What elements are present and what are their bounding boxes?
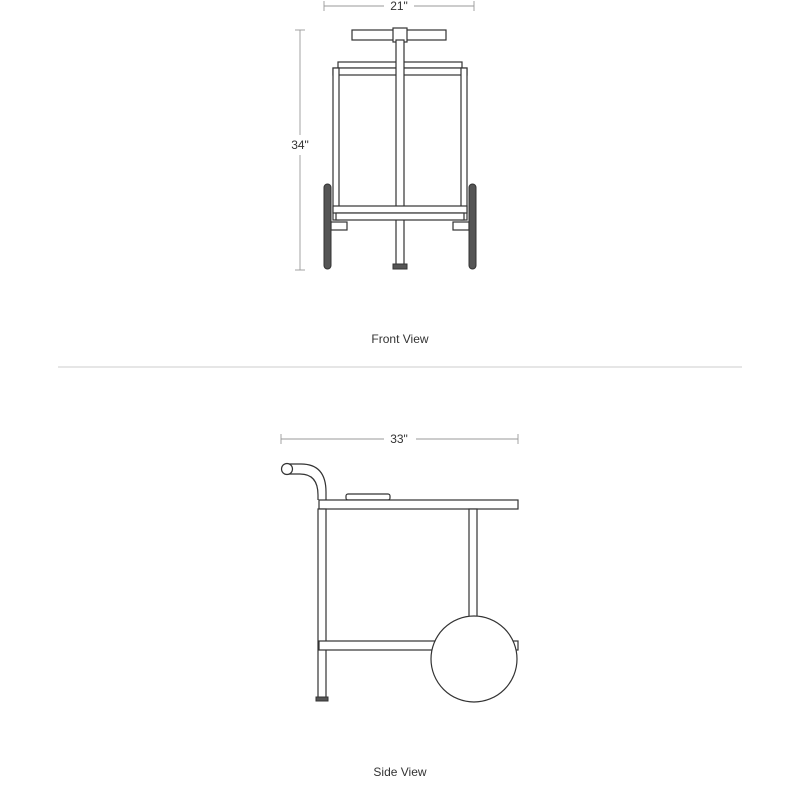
front-height-dimension — [291, 30, 309, 270]
front-view-caption: Front View — [371, 332, 429, 346]
side-rear-foot — [316, 697, 328, 701]
front-right-axle — [453, 222, 469, 230]
front-right-post — [461, 68, 467, 220]
front-left-post — [333, 68, 339, 220]
side-top-tray-insert — [346, 494, 390, 500]
side-wheel — [431, 616, 517, 702]
front-height-label: 34" — [291, 138, 309, 152]
front-left-axle — [331, 222, 347, 230]
side-depth-label: 33" — [390, 432, 408, 446]
front-center-foot — [393, 264, 407, 269]
side-handle-curve-inner — [287, 474, 318, 500]
side-rear-post — [318, 509, 326, 698]
front-right-wheel — [469, 184, 476, 269]
front-width-dimension — [324, 0, 474, 13]
side-front-post — [469, 509, 477, 619]
side-view — [281, 432, 518, 779]
front-bottom-shelf — [333, 206, 467, 213]
side-depth-dimension — [281, 432, 518, 446]
front-view — [291, 0, 476, 346]
front-center-column — [396, 40, 404, 266]
front-bottom-shelf-rim — [336, 213, 464, 220]
front-width-label: 21" — [390, 0, 408, 13]
front-left-wheel — [324, 184, 331, 269]
side-handle-knob — [282, 464, 293, 475]
side-top-shelf — [319, 500, 518, 509]
side-view-caption: Side View — [373, 765, 427, 779]
